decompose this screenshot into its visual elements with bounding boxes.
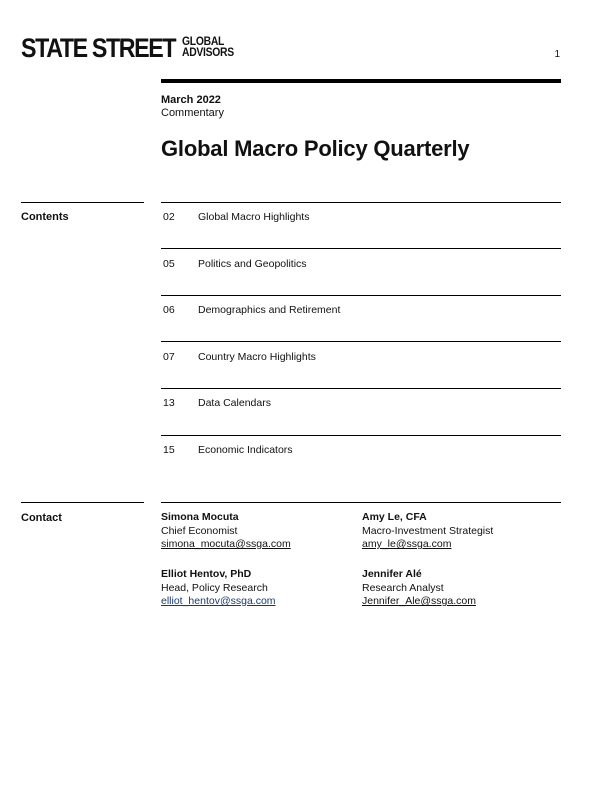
toc-page-number: 05 [163,258,175,270]
toc-title: Demographics and Retirement [198,304,341,316]
toc-title: Data Calendars [198,397,271,409]
contact-name: Jennifer Alé [362,568,422,580]
header-rule [161,79,561,83]
contact-role: Head, Policy Research [161,581,268,594]
contact-role: Macro-Investment Strategist [362,524,494,537]
contact-card [362,511,493,552]
contact-name: Elliot Hentov, PhD [161,568,252,580]
contact-email-link[interactable]: simona_mocuta@ssga.com [161,538,291,550]
toc-page-number: 02 [163,211,175,223]
toc-rule [161,388,561,389]
toc-rule [161,435,561,436]
logo-subtitle-line-1: GLOBAL [182,36,225,48]
contact-email-link[interactable]: elliot_hentov@ssga.com [161,595,276,607]
toc-title: Country Macro Highlights [198,351,316,363]
logo-subtitle-line-2: ADVISORS [182,47,234,59]
toc-title: Global Macro Highlights [198,211,310,223]
toc-page-number: 07 [163,351,175,363]
contact-role: Research Analyst [362,581,444,594]
toc-page-number: 13 [163,397,175,409]
contact-role: Chief Economist [161,524,238,537]
contact-card [362,568,476,609]
contact-label: Contact [21,512,62,524]
logo-subtitle [182,37,234,59]
toc-page-number: 06 [163,304,175,316]
contact-email-link[interactable]: amy_le@ssga.com [362,538,452,550]
toc-rule [161,295,561,296]
toc-rule [161,248,561,249]
page-number: 1 [554,49,560,60]
toc-rule [161,341,561,342]
toc-page-number: 15 [163,444,175,456]
toc-title: Politics and Geopolitics [198,258,307,270]
logo-wordmark: STATE STREET [21,33,176,63]
contact-card [161,511,291,552]
contents-rule-left [21,202,144,203]
state-street-logo [21,33,234,63]
document-title: Global Macro Policy Quarterly [161,136,470,161]
contact-rule-left [21,502,144,503]
contact-card [161,568,276,609]
contents-label: Contents [21,211,69,223]
contact-name: Simona Mocuta [161,511,239,523]
document-type: Commentary [161,107,224,119]
publication-date: March 2022 [161,94,221,106]
toc-rule [161,202,561,203]
contact-name: Amy Le, CFA [362,511,427,523]
contact-rule-right [161,502,561,503]
contact-email-link[interactable]: Jennifer_Ale@ssga.com [362,595,476,607]
toc-title: Economic Indicators [198,444,293,456]
